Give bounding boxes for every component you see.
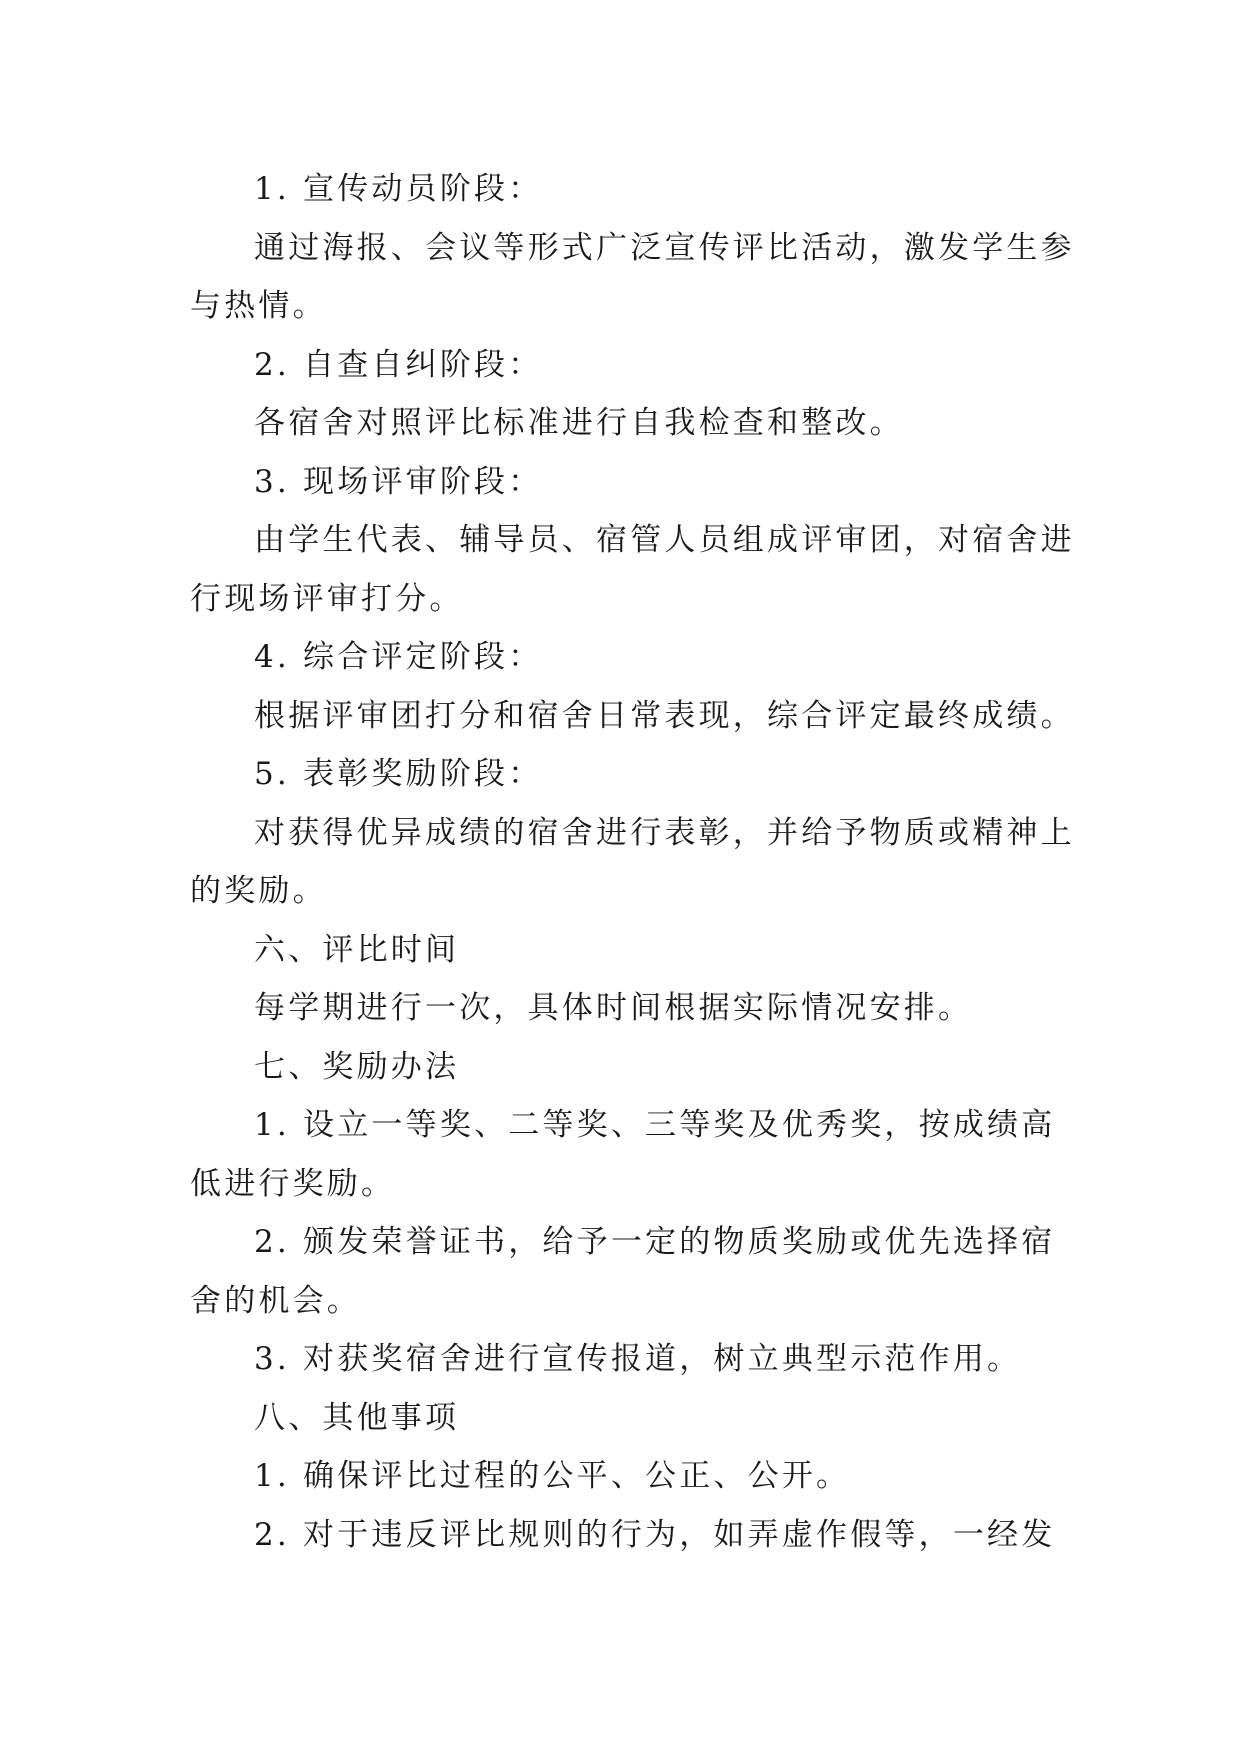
text-line: 2. 颁发荣誉证书，给予一定的物质奖励或优先选择宿 [254, 1224, 1056, 1260]
text-line: 1. 宣传动员阶段： [254, 171, 543, 207]
text-line: 每学期进行一次，具体时间根据实际情况安排。 [254, 990, 973, 1026]
text-line: 3. 现场评审阶段： [254, 463, 543, 500]
section-heading: 八、其他事项 [254, 1399, 460, 1436]
text-line: 低进行奖励。 [190, 1165, 396, 1202]
text-line: 行现场评审打分。 [190, 580, 464, 617]
text-line: 根据评审团打分和宿舍日常表现，综合评定最终成绩。 [254, 697, 1075, 734]
text-line: 对获得优异成绩的宿舍进行表彰，并给予物质或精神上 [254, 814, 1075, 851]
text-line: 2. 对于违反评比规则的行为，如弄虚作假等，一经发 [254, 1516, 1056, 1553]
text-line: 5. 表彰奖励阶段： [254, 756, 543, 792]
text-line: 的奖励。 [190, 873, 327, 909]
text-line: 各宿舍对照评比标准进行自我检查和整改。 [254, 405, 904, 441]
text-line: 1. 确保评比过程的公平、公正、公开。 [254, 1458, 851, 1494]
section-heading: 六、评比时间 [254, 931, 460, 968]
text-line: 4. 综合评定阶段： [254, 639, 543, 675]
text-line: 通过海报、会议等形式广泛宣传评比活动，激发学生参 [254, 229, 1075, 266]
section-heading: 七、奖励办法 [254, 1048, 460, 1085]
text-line: 与热情。 [190, 288, 327, 324]
text-line: 2. 自查自纠阶段： [254, 346, 543, 383]
text-line: 由学生代表、辅导员、宿管人员组成评审团，对宿舍进 [254, 522, 1075, 558]
document-body [190, 160, 1075, 1564]
text-line: 3. 对获奖宿舍进行宣传报道，树立典型示范作用。 [254, 1341, 1022, 1377]
text-line: 1. 设立一等奖、二等奖、三等奖及优秀奖，按成绩高 [254, 1107, 1056, 1143]
text-line: 舍的机会。 [190, 1282, 361, 1319]
